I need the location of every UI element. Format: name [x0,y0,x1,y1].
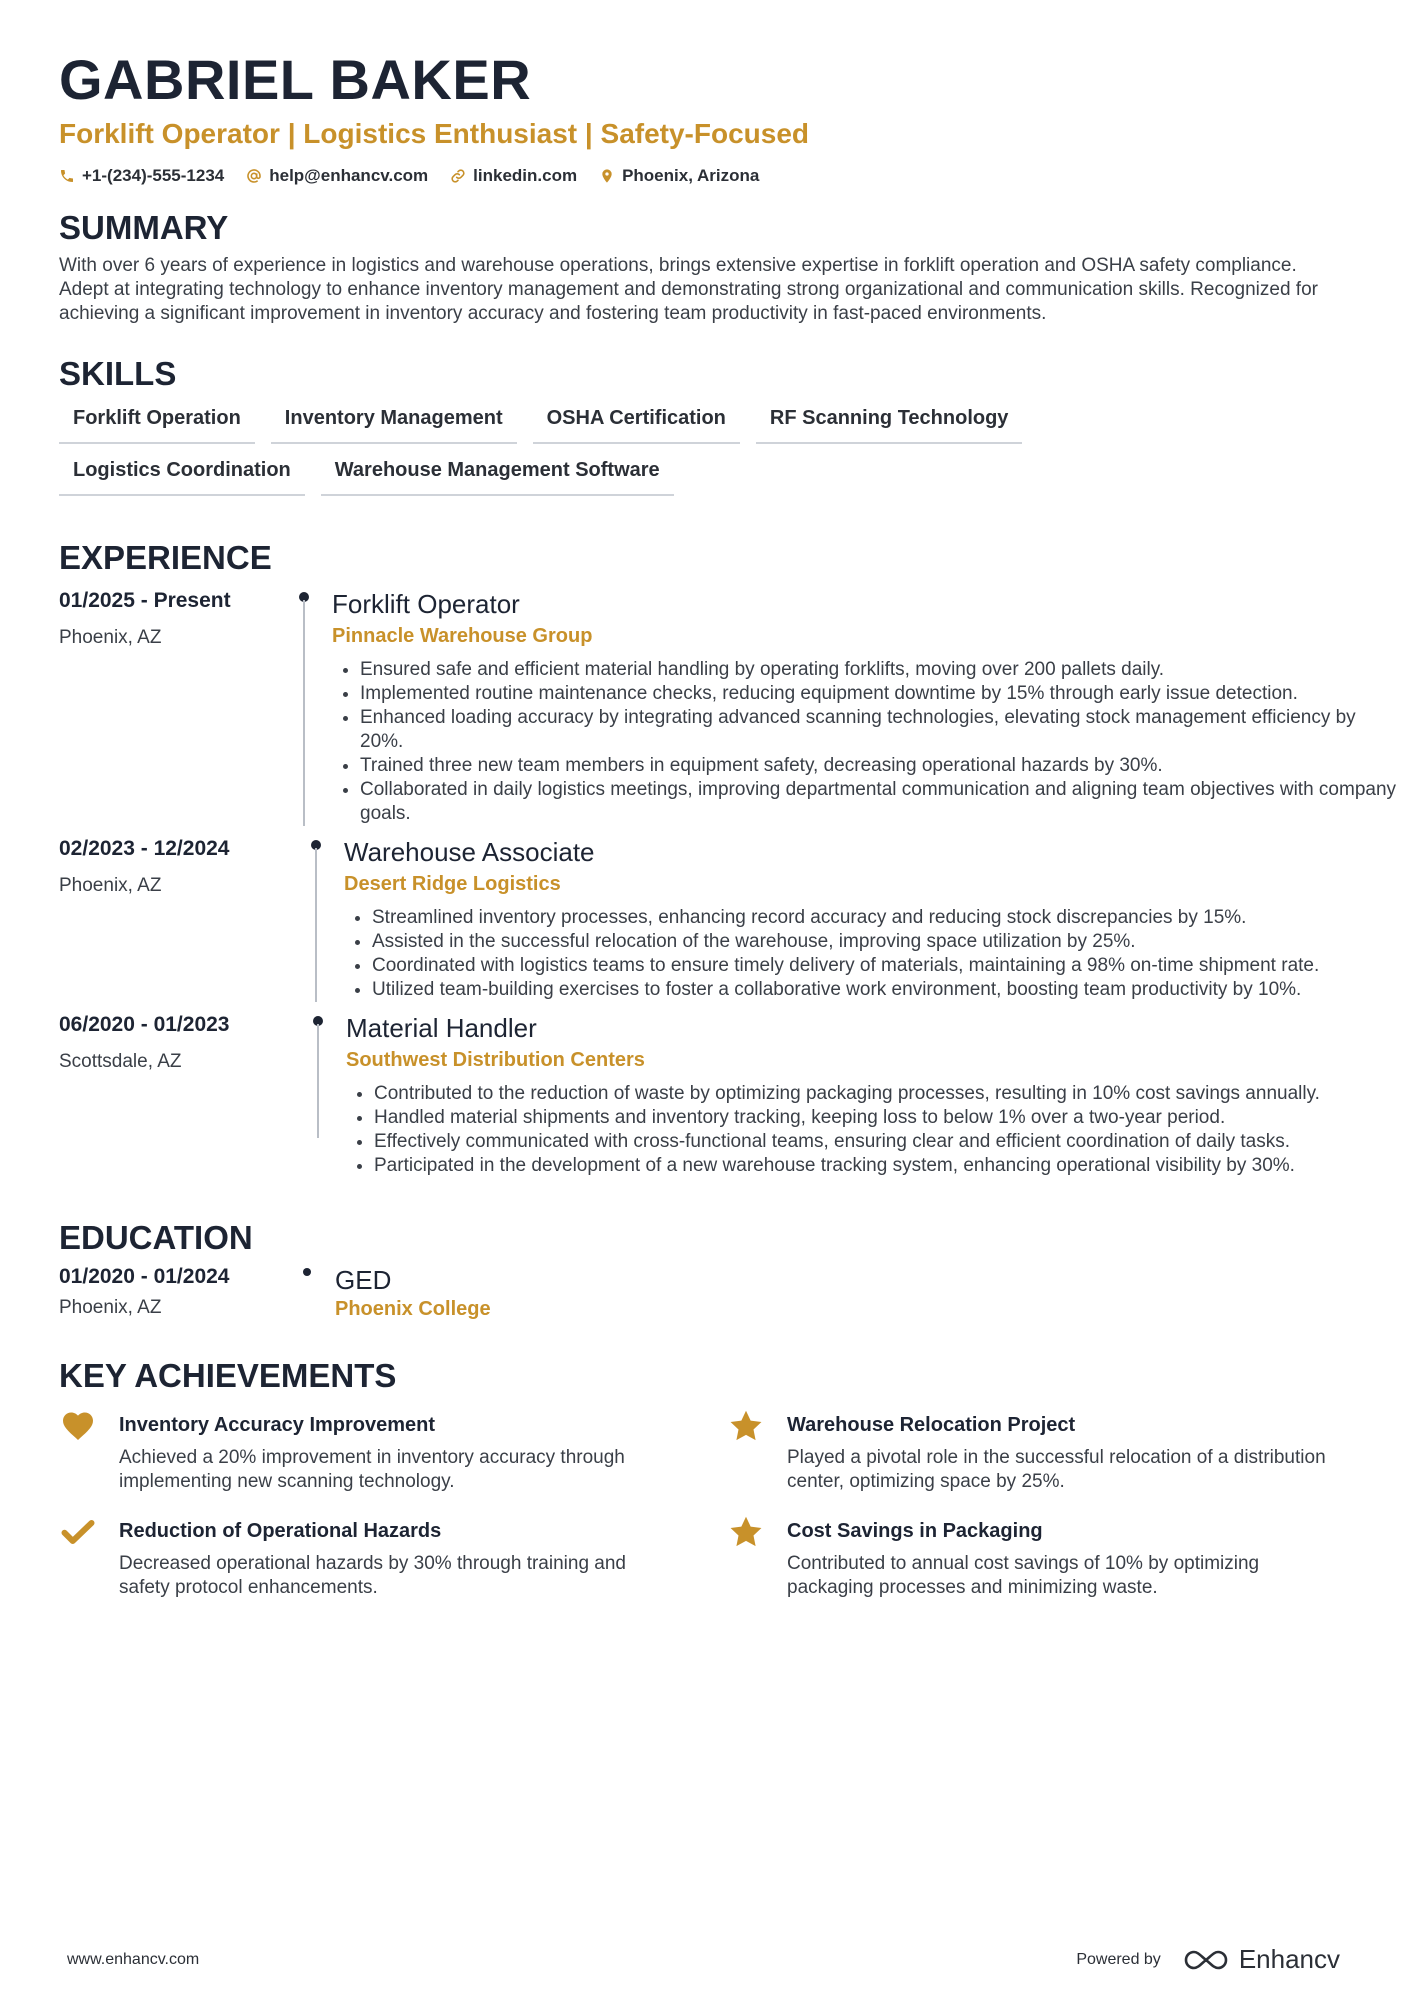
skills-title: SKILLS [59,355,177,392]
contact-bar [59,166,1351,186]
bullet-item: • Participated in the development of a new warehouse tracking system, enhancing operational visibility by 30%. [374,1154,1410,1178]
summary-section [59,208,1351,326]
experience-dates: 02/2023 - 12/2024 [59,837,230,860]
email-text: help@enhancv.com [269,166,429,185]
brand-name: Enhancv [1238,1944,1340,1974]
bullet-item: • Assisted in the successful relocation of the warehouse, improving space utilization by 25%. [372,930,1410,954]
experience-entry [59,588,1397,826]
job-bullets [344,906,1410,1002]
achievements-section [59,1356,1351,1600]
achievement-item [59,1408,727,1494]
bullet-item: • Utilized team-building exercises to foster a collaborative work environment, boosting team productivity by 10%. [372,978,1410,1002]
job-bullets [346,1082,1410,1178]
contact-linkedin[interactable] [450,166,577,186]
link-icon [450,168,466,184]
achievement-title: Reduction of Operational Hazards [119,1520,442,1542]
candidate-name: GABRIEL BAKER [59,48,532,111]
job-title: Warehouse Associate [344,837,595,867]
timeline [306,836,330,1002]
education-location: Phoenix, AZ [59,1297,162,1318]
timeline-line [315,848,317,1002]
check-icon [59,1514,97,1550]
bullet-item: • Collaborated in daily logistics meetings, improving departmental communication and aligning team objectives with company goals. [360,778,1400,826]
job-title: Material Handler [346,1013,537,1043]
headline: Forklift Operator | Logistics Enthusiast | Safety-Focused [59,118,810,149]
enhancv-logo-icon [1183,1948,1229,1972]
school-name: Phoenix College [335,1298,491,1320]
powered-by [1076,1944,1340,1975]
job-bullets [332,658,1400,826]
achievement-desc: Contributed to annual cost savings of 10% by optimizing packaging processes and minimizing waste. [787,1553,1260,1598]
powered-by-label: Powered by [1076,1950,1161,1968]
bullet-item: • Handled material shipments and inventory tracking, keeping loss to below 1% over a two-year period. [374,1106,1410,1130]
contact-phone[interactable] [59,166,224,186]
phone-icon [59,168,75,184]
contact-email[interactable] [246,166,428,186]
skill-tag: Inventory Management [271,406,517,444]
achievement-item [727,1514,1327,1600]
summary-text: With over 6 years of experience in logistics and warehouse operations, brings extensive expertise in forklift operation and OSHA safety compliance. Adept at integrating technology to enhance inventory management and demonstrating strong organizational and communication skills. Recognized for achieving a significant improvement in inventory accuracy and fostering team productivity in fast-paced environments. [59,255,1318,324]
skill-tag: Forklift Operation [59,406,255,444]
bullet-item: • Ensured safe and efficient material handling by operating forklifts, moving over 200 pallets daily. [360,658,1400,682]
experience-section [59,538,1397,1178]
timeline [297,1264,321,1322]
timeline [308,1012,332,1178]
experience-title: EXPERIENCE [59,539,272,576]
star-icon [727,1514,765,1550]
footer-website[interactable]: www.enhancv.com [67,1950,200,1968]
achievement-title: Warehouse Relocation Project [787,1414,1076,1436]
company-name: Southwest Distribution Centers [346,1049,645,1071]
linkedin-text: linkedin.com [473,166,578,185]
skills-list [59,406,1179,496]
contact-location [599,166,759,186]
degree: GED [335,1265,392,1295]
at-icon [246,168,262,184]
education-section [59,1218,1351,1322]
location-pin-icon [599,168,615,184]
achievement-title: Cost Savings in Packaging [787,1520,1043,1542]
experience-entry [59,836,1351,1002]
achievements-grid [59,1408,1351,1600]
education-dates: 01/2020 - 01/2024 [59,1265,230,1288]
company-name: Pinnacle Warehouse Group [332,625,593,647]
education-title: EDUCATION [59,1219,253,1256]
star-icon [727,1408,765,1444]
location-text: Phoenix, Arizona [622,166,760,185]
achievement-desc: Achieved a 20% improvement in inventory accuracy through implementing new scanning technology. [119,1447,625,1492]
achievements-title: KEY ACHIEVEMENTS [59,1357,397,1394]
achievement-title: Inventory Accuracy Improvement [119,1414,436,1436]
skill-tag: Warehouse Management Software [321,458,674,496]
bullet-item: • Trained three new team members in equipment safety, decreasing operational hazards by 30%. [360,754,1400,778]
experience-dates: 01/2025 - Present [59,589,231,612]
education-entry [59,1264,1351,1322]
achievement-item [727,1408,1327,1494]
achievement-desc: Played a pivotal role in the successful relocation of a distribution center, optimizing space by 25%. [787,1447,1326,1492]
bullet-item: • Implemented routine maintenance checks, reducing equipment downtime by 15% through early issue detection. [360,682,1400,706]
experience-entry [59,1012,1351,1178]
experience-location: Phoenix, AZ [59,875,162,896]
brand-logo[interactable] [1183,1944,1340,1975]
achievement-desc: Decreased operational hazards by 30% through training and safety protocol enhancements. [119,1553,626,1598]
skill-tag: OSHA Certification [533,406,740,444]
timeline-dot [303,1268,311,1276]
phone-text: +1-(234)-555-1234 [82,166,225,185]
experience-location: Phoenix, AZ [59,627,162,648]
skill-tag: Logistics Coordination [59,458,305,496]
timeline-line [303,600,305,826]
bullet-item: • Contributed to the reduction of waste by optimizing packaging processes, resulting in 10% cost savings annually. [374,1082,1410,1106]
bullet-item: • Coordinated with logistics teams to ensure timely delivery of materials, maintaining a 98% on-time shipment rate. [372,954,1410,978]
timeline-line [317,1024,319,1138]
skill-tag: RF Scanning Technology [756,406,1023,444]
bullet-item: • Enhanced loading accuracy by integrating advanced scanning technologies, elevating stock management efficiency by 20%. [360,706,1400,754]
skills-section [59,354,1351,496]
achievement-item [59,1514,727,1600]
bullet-item: • Effectively communicated with cross-functional teams, ensuring clear and efficient coordination of daily tasks. [374,1130,1410,1154]
timeline [294,588,318,826]
bullet-item: • Streamlined inventory processes, enhancing record accuracy and reducing stock discrepancies by 15%. [372,906,1410,930]
heart-icon [59,1408,97,1444]
job-title: Forklift Operator [332,589,520,619]
experience-dates: 06/2020 - 01/2023 [59,1013,230,1036]
summary-title: SUMMARY [59,209,229,246]
company-name: Desert Ridge Logistics [344,873,561,895]
footer [67,1944,1340,1975]
experience-location: Scottsdale, AZ [59,1051,182,1072]
